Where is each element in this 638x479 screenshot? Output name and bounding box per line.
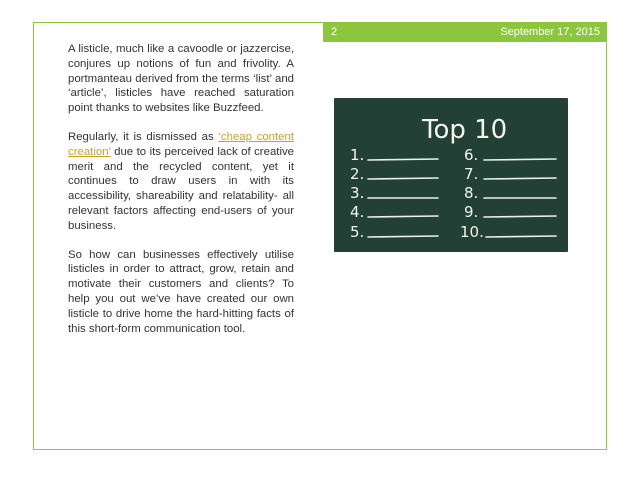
paragraph-dismissed-end: due to its perceived lack of creative merit and the recycled content, yet it continues to draw users in with its accessibility, shareability and relatability- all relevant factors affecting end-users of your business. bbox=[68, 145, 294, 232]
chalk-item-6: 6. bbox=[464, 146, 479, 164]
page-number: 2 bbox=[331, 26, 338, 38]
chalk-title: Top 10 bbox=[422, 115, 508, 145]
top10-chalkboard-image bbox=[334, 98, 568, 252]
slide-date: September 17, 2015 bbox=[500, 26, 600, 38]
chalk-item-4: 4. bbox=[350, 203, 365, 221]
body-text bbox=[68, 42, 294, 350]
chalk-item-5: 5. bbox=[350, 223, 365, 241]
chalk-item-8: 8. bbox=[464, 184, 479, 202]
paragraph-dismissed bbox=[68, 130, 294, 234]
chalk-item-3: 3. bbox=[350, 184, 365, 202]
chalk-item-7: 7. bbox=[464, 165, 479, 183]
cheap-content-link[interactable]: ‘cheap content creation’ bbox=[68, 130, 294, 158]
paragraph-how: So how can businesses effectively utilise listicles in order to attract, grow, retain and motivate their customers and clients? To help you out we’ve have created our own listicle to drive home the hard-hitting facts of this short-form communication tool. bbox=[68, 248, 294, 335]
paragraph-dismissed-start: Regularly, it is dismissed as bbox=[68, 130, 219, 143]
chalk-item-9: 9. bbox=[464, 203, 479, 221]
chalk-item-10: 10. bbox=[460, 223, 484, 241]
paragraph-intro: A listicle, much like a cavoodle or jazzercise, conjures up notions of fun and frivolity. A portmanteau derived from the terms ‘list’ and ‘article’, listicles have reached saturation point thanks to websites like Buzzfeed. bbox=[68, 43, 294, 115]
chalk-item-1: 1. bbox=[350, 146, 365, 164]
chalk-item-2: 2. bbox=[350, 165, 365, 183]
